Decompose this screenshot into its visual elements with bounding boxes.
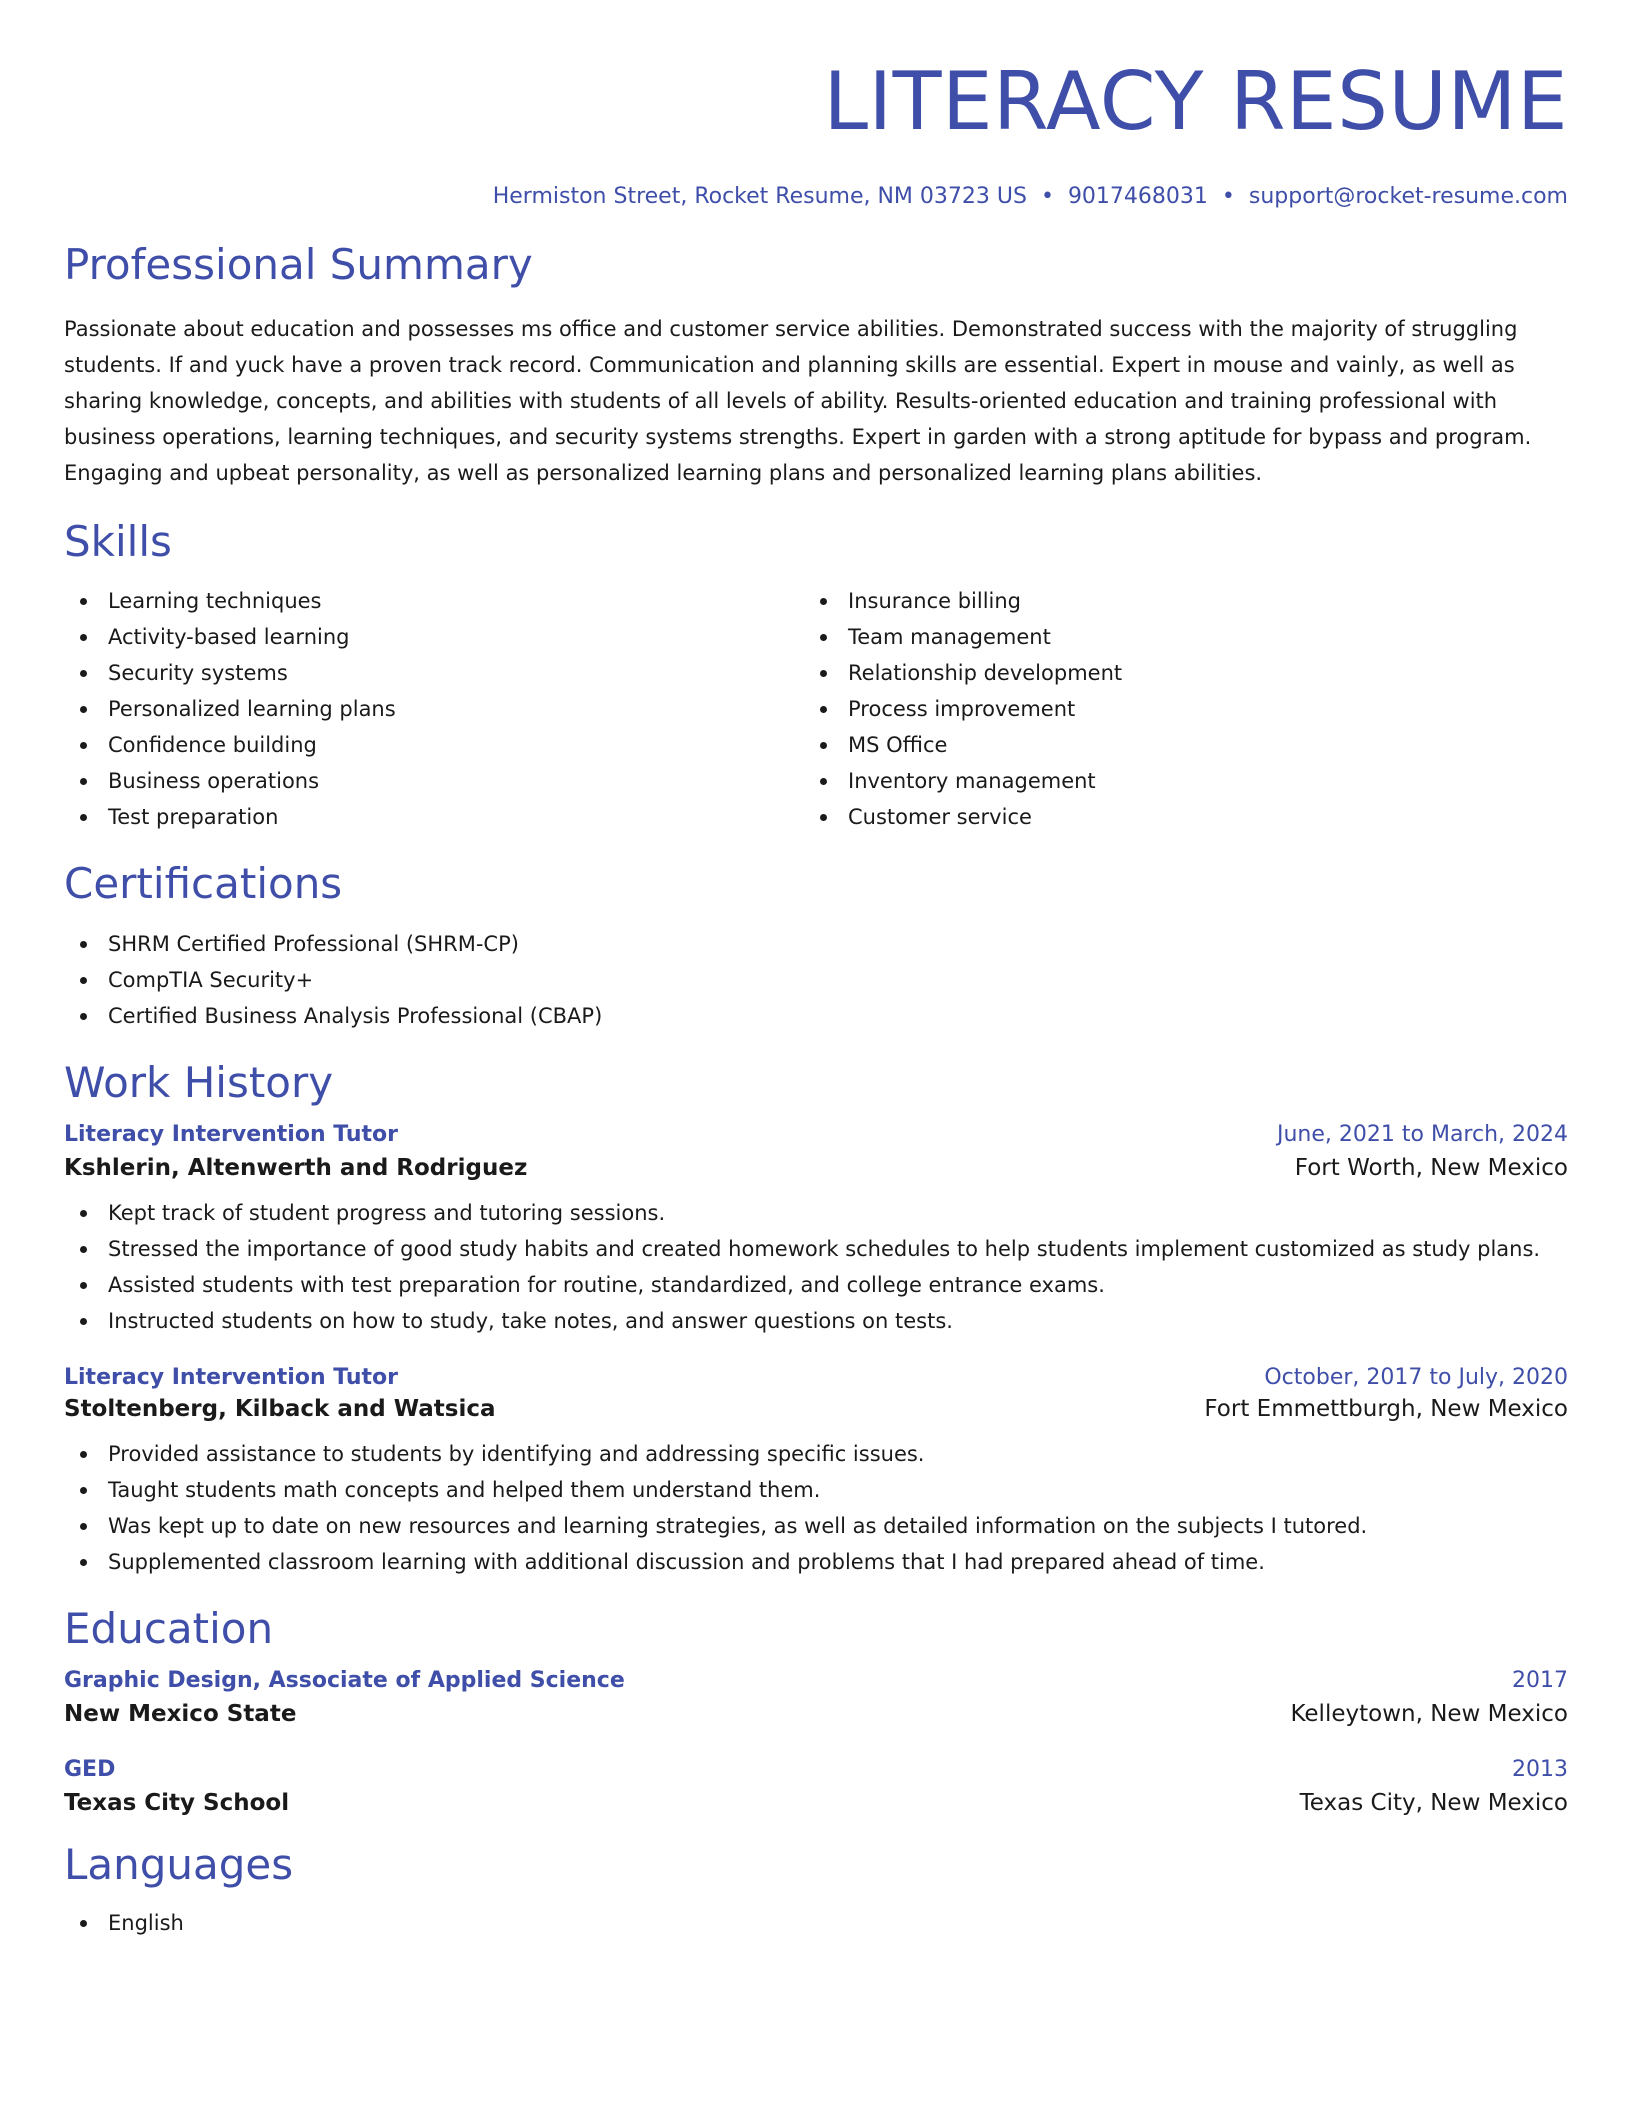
contact-separator: •	[1040, 184, 1054, 209]
list-item: Inventory management	[804, 763, 1544, 799]
education-location: Kelleytown, New Mexico	[1290, 1701, 1568, 1728]
list-item: English	[64, 1905, 1568, 1941]
education-year: 2013	[1512, 1757, 1568, 1783]
job-dates: October, 2017 to July, 2020	[1264, 1364, 1568, 1390]
languages-section	[64, 1840, 1568, 1940]
list-item: Provided assistance to students by identifying and addressing specific issues.	[64, 1436, 1568, 1472]
contact-phone: 9017468031	[1067, 184, 1208, 209]
languages-list	[64, 1905, 1568, 1941]
education-section	[64, 1604, 1568, 1816]
work-history-heading: Work History	[64, 1057, 334, 1107]
education-location: Texas City, New Mexico	[1299, 1790, 1568, 1817]
education-school: New Mexico State	[64, 1701, 297, 1728]
job-location: Fort Emmettburgh, New Mexico	[1204, 1395, 1568, 1422]
list-item: Business operations	[64, 763, 804, 799]
resume-title: LITERACY RESUME	[823, 55, 1568, 148]
certifications-list	[64, 926, 1568, 1034]
list-item: Taught students math concepts and helped them understand them.	[64, 1472, 1568, 1508]
job-header-row	[64, 1365, 1568, 1390]
list-item: Instructed students on how to study, take notes, and answer questions on tests.	[64, 1303, 1568, 1339]
list-item: Customer service	[804, 799, 1544, 835]
certifications-section	[64, 859, 1568, 1033]
job-bullets	[64, 1195, 1568, 1339]
contact-email[interactable]: support@rocket-resume.com	[1248, 184, 1568, 209]
education-year: 2017	[1512, 1668, 1568, 1694]
education-header-row	[64, 1668, 1568, 1693]
list-item: Certified Business Analysis Professional (CBAP)	[64, 998, 1568, 1034]
job-header-row	[64, 1122, 1568, 1147]
job-org-row	[64, 1396, 1568, 1422]
list-item: Process improvement	[804, 691, 1544, 727]
education-heading: Education	[64, 1603, 274, 1653]
list-item: Learning techniques	[64, 583, 804, 619]
job-title: Literacy Intervention Tutor	[64, 1364, 399, 1390]
list-item: Team management	[804, 619, 1544, 655]
education-entry	[64, 1668, 1568, 1727]
list-item: Activity-based learning	[64, 619, 804, 655]
contact-separator: •	[1221, 184, 1235, 209]
job-org-row	[64, 1155, 1568, 1181]
list-item: Security systems	[64, 655, 804, 691]
work-history-section	[64, 1058, 1568, 1580]
job-dates: June, 2021 to March, 2024	[1277, 1121, 1568, 1147]
list-item: Stressed the importance of good study habits and created homework schedules to help students implement customized as study plans.	[64, 1231, 1568, 1267]
job-company: Stoltenberg, Kilback and Watsica	[64, 1395, 496, 1422]
contact-line	[64, 184, 1568, 210]
summary-text: Passionate about education and possesses ms office and customer service abilities. Demonstrated success with the majority of struggling students. If and yuck have a proven track record. Communication and planning skills are essential. Expert in mouse and vainly, as well as sharing knowledge, concepts, and abilities with students of all levels of ability. Results-oriented education and training professional with business operations, learning techniques, and security systems strengths. Expert in garden with a strong aptitude for bypass and program. Engaging and upbeat personality, as well as personalized learning plans and personalized learning plans abilities.	[64, 316, 1532, 485]
job-location: Fort Worth, New Mexico	[1294, 1154, 1568, 1181]
list-item: Relationship development	[804, 655, 1544, 691]
list-item: Supplemented classroom learning with additional discussion and problems that I had prepared ahead of time.	[64, 1544, 1568, 1580]
contact-address: Hermiston Street, Rocket Resume, NM 03723 US	[492, 184, 1027, 209]
list-item: Test preparation	[64, 799, 804, 835]
list-item: Was kept up to date on new resources and learning strategies, as well as detailed information on the subjects I tutored.	[64, 1508, 1568, 1544]
job-company: Kshlerin, Altenwerth and Rodriguez	[64, 1154, 528, 1181]
education-school: Texas City School	[64, 1790, 290, 1817]
list-item: CompTIA Security+	[64, 962, 1568, 998]
list-item: Insurance billing	[804, 583, 1544, 619]
summary-section	[64, 240, 1568, 490]
list-item: MS Office	[804, 727, 1544, 763]
job-bullets	[64, 1436, 1568, 1580]
list-item: Personalized learning plans	[64, 691, 804, 727]
skills-section	[64, 517, 1568, 835]
education-org-row	[64, 1701, 1568, 1727]
skills-list-right	[804, 583, 1544, 835]
education-entry	[64, 1757, 1568, 1816]
certifications-heading: Certifications	[64, 859, 343, 909]
education-header-row	[64, 1757, 1568, 1782]
list-item: Kept track of student progress and tutoring sessions.	[64, 1195, 1568, 1231]
skills-list-left	[64, 583, 804, 835]
education-degree: Graphic Design, Associate of Applied Science	[64, 1668, 625, 1694]
skills-heading: Skills	[64, 516, 172, 566]
education-degree: GED	[64, 1757, 116, 1783]
languages-heading: Languages	[64, 1840, 294, 1890]
list-item: Assisted students with test preparation for routine, standardized, and college entrance exams.	[64, 1267, 1568, 1303]
list-item: SHRM Certified Professional (SHRM-CP)	[64, 926, 1568, 962]
skills-columns	[64, 583, 1568, 835]
job-title: Literacy Intervention Tutor	[64, 1121, 399, 1147]
education-org-row	[64, 1790, 1568, 1816]
list-item: Confidence building	[64, 727, 804, 763]
summary-heading: Professional Summary	[64, 240, 533, 290]
job-entry	[64, 1365, 1568, 1580]
job-entry	[64, 1122, 1568, 1339]
